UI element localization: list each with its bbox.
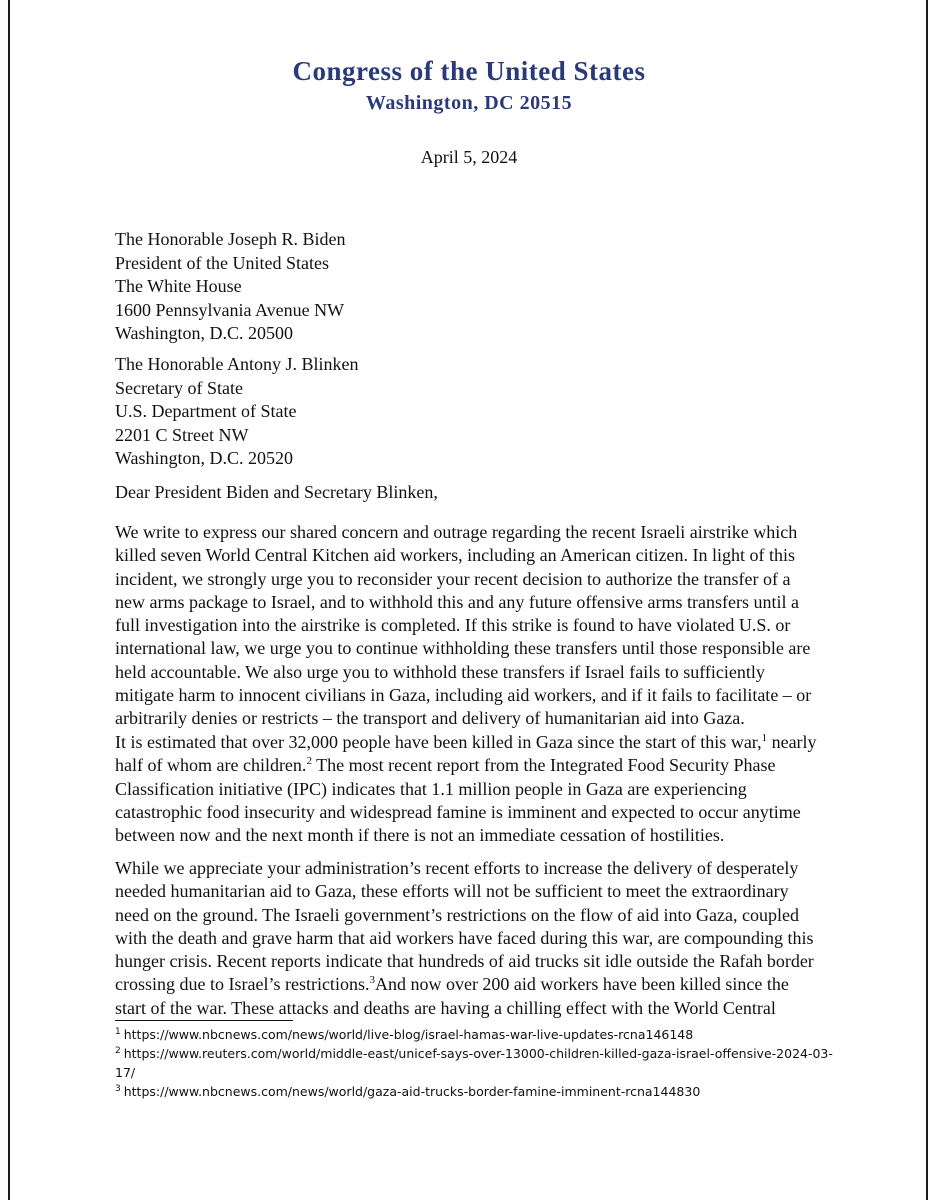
text-segment: half of whom are children. — [115, 755, 307, 776]
paragraph-line: mitigate harm to innocent civilians in Gaza, including aid workers, and if it fails to facilitate – or — [115, 685, 812, 706]
text-segment: The most recent report from the Integrated Food Security Phase — [311, 755, 776, 776]
paragraph-line: catastrophic food insecurity and widespread famine is imminent and expected to occur anytime — [115, 801, 801, 822]
paragraph-line: We write to express our shared concern and outrage regarding the recent Israeli airstrike which — [115, 522, 798, 542]
paragraph-line: need on the ground. The Israeli government’s restrictions on the flow of aid into Gaza, coupled — [115, 904, 799, 925]
paragraph-line: arbitrarily denies or restricts – the transport and delivery of humanitarian aid into Gaza. — [115, 708, 745, 729]
address-line: 2201 C Street NW — [115, 424, 249, 445]
paragraph-3 — [115, 857, 835, 1020]
address-line: The White House — [115, 276, 242, 296]
footnote-ref-1[interactable]: 1 — [761, 732, 768, 744]
footnotes — [115, 1025, 835, 1101]
paragraph-2 — [115, 731, 835, 847]
footnote-link-continuation[interactable]: 17/ — [115, 1065, 136, 1080]
letterhead-title: Congress of the United States — [292, 56, 646, 86]
footnote-mark: 1 — [115, 1027, 121, 1037]
salutation: Dear President Biden and Secretary Blinken, — [115, 482, 438, 502]
paragraph-line: start of the war. These attacks and deaths are having a chilling effect with the World Central — [115, 997, 776, 1018]
paragraph-line — [115, 973, 835, 996]
footnote-link[interactable]: https://www.reuters.com/world/middle-east/unicef-says-over-13000-children-killed-gaza-israel-offensive-2024-03- — [123, 1046, 833, 1061]
footnote-divider — [115, 1020, 293, 1021]
footnote-link[interactable]: https://www.nbcnews.com/news/world/live-blog/israel-hamas-war-live-updates-rcna146148 — [123, 1027, 694, 1042]
address-line: 1600 Pennsylvania Avenue NW — [115, 299, 345, 320]
recipient-address-blinken — [115, 353, 358, 471]
paragraph-line — [115, 754, 835, 777]
paragraph-line: international law, we urge you to continue withholding these transfers until those responsible are — [115, 638, 811, 659]
text-segment: And now over 200 aid workers have been killed since the — [374, 974, 789, 995]
paragraph-1 — [115, 521, 835, 731]
text-segment: It is estimated that over 32,000 people have been killed in Gaza since the start of this war, — [115, 732, 762, 752]
paragraph-line: full investigation into the airstrike is completed. If this strike is found to have violated U.S. or — [115, 615, 791, 636]
address-line: President of the United States — [115, 252, 329, 273]
paragraph-line: with the death and grave harm that aid workers have faced during this war, are compounding this — [115, 927, 814, 948]
paragraph-line: While we appreciate your administration’s recent efforts to increase the delivery of desperately — [115, 858, 799, 878]
address-line: The Honorable Antony J. Blinken — [115, 354, 359, 374]
address-line: The Honorable Joseph R. Biden — [115, 229, 346, 249]
footnote-ref-2[interactable]: 2 — [306, 755, 312, 768]
footnote-mark: 3 — [115, 1084, 121, 1094]
footnote-2-continuation — [115, 1063, 835, 1082]
paragraph-line: incident, we strongly urge you to reconsider your recent decision to authorize the transfer of a — [115, 568, 791, 589]
paragraph-line: needed humanitarian aid to Gaza, these efforts will not be sufficient to meet the extraordinary — [115, 881, 789, 902]
text-segment: nearly — [767, 732, 817, 752]
letter-date: April 5, 2024 — [420, 147, 518, 167]
paragraph-line — [115, 731, 835, 754]
footnote-1 — [115, 1025, 835, 1044]
paragraph-line: Classification initiative (IPC) indicates that 1.1 million people in Gaza are experiencing — [115, 778, 747, 799]
footnote-link[interactable]: https://www.nbcnews.com/news/world/gaza-aid-trucks-border-famine-imminent-rcna144830 — [123, 1084, 701, 1099]
paragraph-line: hunger crisis. Recent reports indicate that hundreds of aid trucks sit idle outside the Rafah border — [115, 951, 814, 972]
footnote-3 — [115, 1082, 835, 1101]
footnote-ref-3[interactable]: 3 — [369, 974, 375, 987]
paragraph-line: new arms package to Israel, and to withhold this and any future offensive arms transfers until a — [115, 591, 799, 612]
address-line: Secretary of State — [115, 377, 243, 398]
recipient-address-biden — [115, 228, 345, 346]
footnote-2 — [115, 1044, 835, 1063]
footnote-mark: 2 — [115, 1046, 121, 1056]
address-line: U.S. Department of State — [115, 401, 297, 421]
letterhead-address: Washington, DC 20515 — [365, 92, 573, 114]
paragraph-line: killed seven World Central Kitchen aid workers, including an American citizen. In light of this — [115, 545, 796, 566]
address-line: Washington, D.C. 20500 — [115, 323, 294, 343]
text-segment: crossing due to Israel’s restrictions. — [115, 974, 370, 995]
paragraph-line: between now and the next month if there is not an immediate cessation of hostilities. — [115, 825, 725, 846]
paragraph-line: held accountable. We also urge you to withhold these transfers if Israel fails to sufficiently — [115, 661, 765, 682]
address-line: Washington, D.C. 20520 — [115, 448, 294, 468]
